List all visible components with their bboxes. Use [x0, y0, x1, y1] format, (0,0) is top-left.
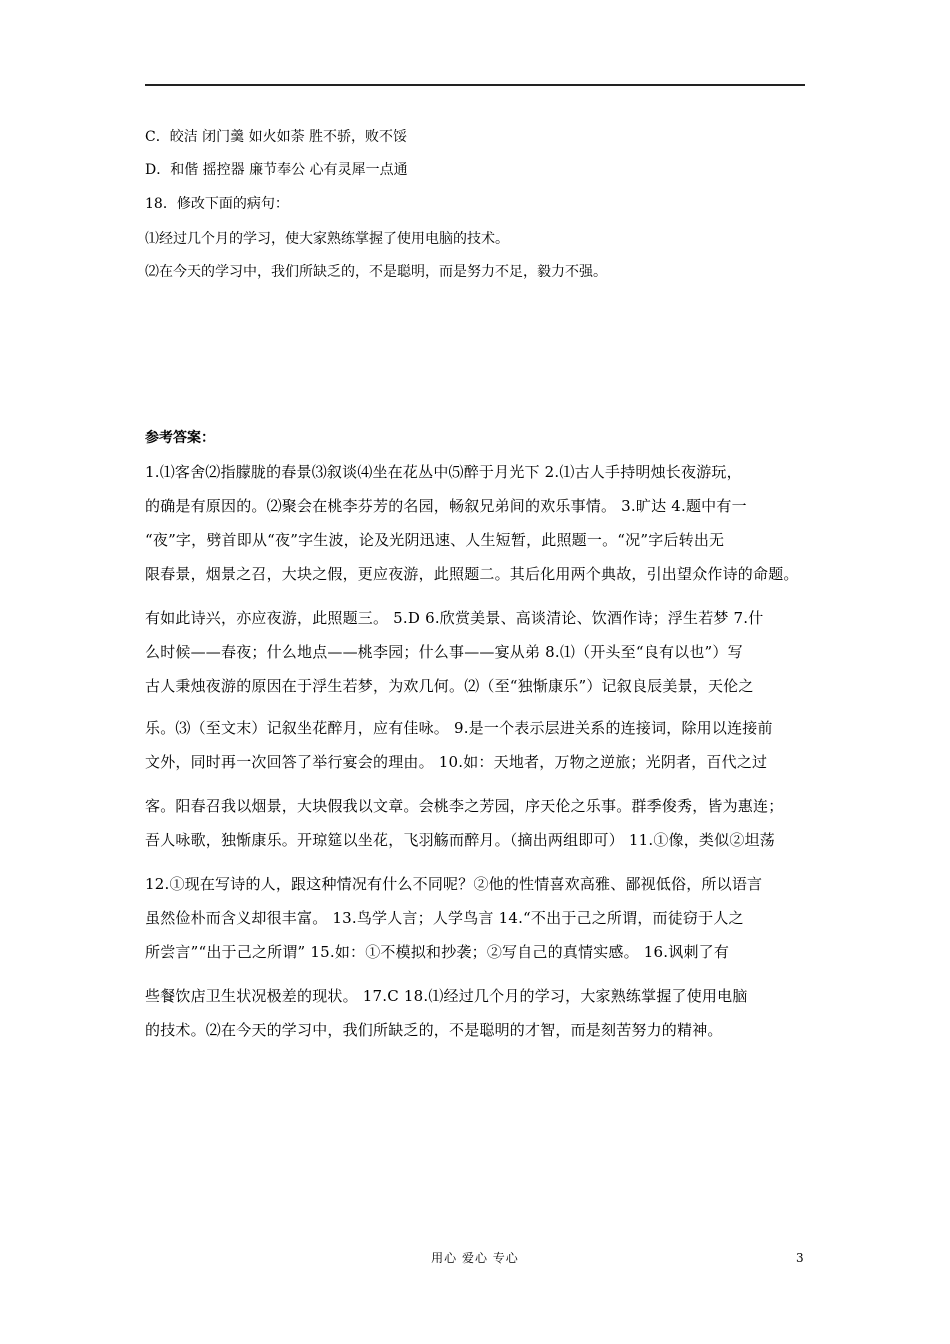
answer-line: 些餐饮店卫生状况极差的现状。 17.C 18.⑴经过几个月的学习，大家熟练掌握了使用电脑 [145, 987, 748, 1005]
question-18-title: 18．修改下面的病句： [145, 196, 289, 212]
option-c: C．皎洁 闭门羹 如火如荼 胜不骄，败不馁 [145, 129, 408, 145]
answer-line: 文外，同时再一次回答了举行宴会的理由。 10.如：天地者，万物之逆旅；光阴者，百代之过 [145, 753, 768, 771]
answer-line: 1.⑴客舍⑵指朦胧的春景⑶叙谈⑷坐在花丛中⑸醉于月光下 2.⑴古人手持明烛长夜游玩， [145, 463, 742, 481]
header-rule [145, 84, 805, 86]
answer-line: 的确是有原因的。⑵聚会在桃李芬芳的名园，畅叙兄弟间的欢乐事情。 3.旷达 4.题中有一 [145, 497, 747, 515]
option-d: D．和偕 摇控器 廉节奉公 心有灵犀一点通 [145, 162, 408, 178]
answer-line: 么时候——春夜；什么地点——桃李园；什么事——宴从弟 8.⑴（开头至“良有以也”）写 [145, 643, 743, 661]
question-18-sentence-2: ⑵在今天的学习中，我们所缺乏的，不是聪明，而是努力不足，毅力不强。 [145, 264, 607, 280]
footer-motto: 用心 爱心 专心 [431, 1251, 519, 1265]
answer-line: 古人秉烛夜游的原因在于浮生若梦，为欢几何。⑵（至“独惭康乐”）记叙良辰美景，天伦之 [145, 677, 754, 695]
answer-line: “夜”字，劈首即从“夜”字生波，论及光阴迅速、人生短暂，此照题一。“况”字后转出无 [145, 531, 725, 549]
question-18-sentence-1: ⑴经过几个月的学习，使大家熟练掌握了使用电脑的技术。 [145, 231, 509, 247]
answer-line: 虽然俭朴而含义却很丰富。 13.鸟学人言；人学鸟言 14.“不出于己之所谓，而徒窃于人之 [145, 909, 744, 927]
page-number: 3 [796, 1251, 804, 1265]
answer-line: 的技术。⑵在今天的学习中，我们所缺乏的，不是聪明的才智，而是刻苦努力的精神。 [145, 1021, 723, 1039]
answer-line: 客。阳春召我以烟景，大块假我以文章。会桃李之芳园，序天伦之乐事。群季俊秀，皆为惠连； [145, 797, 784, 815]
answer-line: 吾人咏歌，独惭康乐。开琼筵以坐花，飞羽觞而醉月。（摘出两组即可） 11.①像，类似②坦荡 [145, 831, 775, 849]
answer-line: 12.①现在写诗的人，跟这种情况有什么不同呢？②他的性情喜欢高雅、鄙视低俗，所以语言 [145, 875, 763, 893]
answer-key-title: 参考答案： [145, 430, 215, 446]
answer-line: 所尝言”“出于己之所谓” 15.如：①不模拟和抄袭；②写自己的真情实感。 16.讽刺了有 [145, 943, 730, 961]
answer-line: 有如此诗兴，亦应夜游，此照题三。 5.D 6.欣赏美景、高谈清论、饮酒作诗；浮生若梦 7.什 [145, 609, 764, 627]
answer-line: 限春景，烟景之召，大块之假，更应夜游，此照题二。其后化用两个典故，引出望众作诗的命题。 [145, 565, 799, 583]
answer-line: 乐。⑶（至文末）记叙坐花醉月，应有佳咏。 9.是一个表示层进关系的连接词，除用以连接前 [145, 719, 773, 737]
